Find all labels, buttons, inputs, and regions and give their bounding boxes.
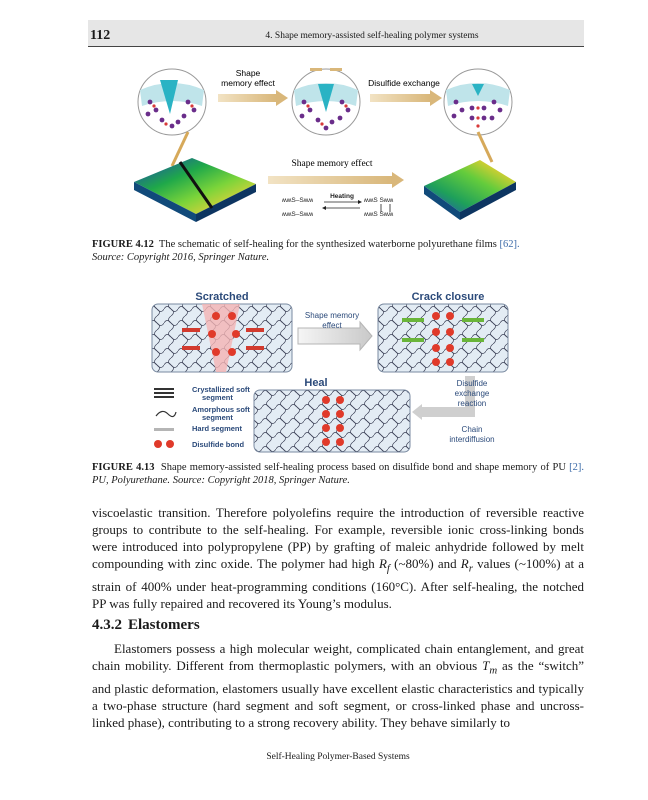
figure-4-13-caption-text: Shape memory-assisted self-healing process based on disulfide bond and shape memory of PU [160,462,566,473]
figure-4-13-ref[interactable]: [2]. [569,462,585,473]
para1-part-a: viscoelastic transition. Therefore polyolefins require the introduction of reversible reactive groups to contribute to the self-healing. For example, reversible ionic cross-linking bonds were introduced into polypropylene (PP) by grafting of maleic anhydride followed by melt compounding with zinc oxide. The polymer had high [92,505,584,571]
symbol-rf-sub: f [386,562,390,575]
figure-4-12-source: Source: Copyright 2016, Springer Nature. [92,252,270,263]
svg-text:Disulfide bond: Disulfide bond [192,440,245,449]
figure-4-12 [132,62,516,228]
figure-4-12-caption [92,238,584,264]
label-chain-interdiffusion: Chain interdiffusion [449,425,495,444]
arrow-shape-memory [218,94,276,102]
afm-surface-healed [424,160,516,220]
svg-text:Amorphous softsegment: Amorphous soft segment [192,405,250,422]
section-heading [92,617,206,634]
arrow-shape-memory-large [268,176,392,184]
svg-text:ʍʍS–Sʍʍ: ʍʍS–Sʍʍ [282,197,314,204]
figure-4-13 [150,288,510,454]
figure-4-12-label: FIGURE 4.12 [92,239,154,250]
schematic-left [138,69,206,135]
symbol-rr: R [460,556,469,571]
body-paragraph-2 [92,640,584,731]
figure-4-13-label: FIGURE 4.13 [92,462,155,473]
page-number: 112 [90,28,111,43]
schematic-right [444,69,512,135]
legend-hard-segment-icon [154,428,174,431]
para1-part-c: values (~100%) at a strain of 400% under heat-programming conditions (160°C). After self-healing, the notched PP was fully repaired and recovered its Young’s modulus. [92,556,585,611]
figure-4-12-ref[interactable]: [62]. [499,239,520,250]
panel-scratched [152,304,292,372]
svg-text:Crystallized softsegment: Crystallized soft segment [192,385,250,402]
legend-amorphous-icon [156,411,176,416]
label-disulfide-exchange: Disulfide exchange [368,78,440,88]
symbol-tm: T [482,658,490,673]
body-paragraph-1 [92,504,584,612]
panel-title-scratched: Scratched [195,291,249,303]
panel-title-crack-closure: Crack closure [411,291,485,303]
svg-text:Hard segment: Hard segment [192,424,243,433]
panel-heal [254,390,410,452]
chain-reaction-scheme [282,193,394,218]
legend [154,385,250,449]
symbol-rf: R [378,556,387,571]
label-heating: Heating [330,193,354,200]
running-title: 4. Shape memory-assisted self-healing polymer systems [265,31,479,41]
label-shape-memory-arrow: Shape memory effect [304,311,360,330]
label-shape-memory-effect-mid: Shape memory effect [291,159,373,169]
svg-text:ʍʍS Sʍʍ: ʍʍS Sʍʍ [364,197,394,204]
legend-disulfide-icon [154,440,174,448]
para1-part-b: (~80%) and [394,556,457,571]
label-shape-memory-effect-top: Shape memory effect [221,68,275,88]
arrow-disulfide-exchange [370,94,430,102]
svg-text:ʍʍS–Sʍʍ: ʍʍS–Sʍʍ [282,211,314,218]
panel-title-heal: Heal [304,377,328,389]
figure-4-13-source: Source: Copyright 2018, Springer Nature. [172,475,350,486]
symbol-rr-sub: r [468,562,473,575]
svg-text:ʍʍS Sʍʍ: ʍʍS Sʍʍ [364,211,394,218]
footer-book-title: Self-Healing Polymer-Based Systems [266,752,410,762]
schematic-middle [292,68,360,135]
figure-4-13-caption-text2: PU, Polyurethane. [92,475,171,486]
section-number: 4.3.2 [92,617,122,633]
para2-part-b: as the “switch” and plastic deformation, elastomers usually have excellent elastic characteristics and typically a two-phase structure (hard segment and soft segment, or cross-linked phase and uncross-linked phase), contributing to a strong recovery ability. They behave similarly to [92,658,584,730]
figure-4-13-caption [92,461,584,487]
label-disulfide-exchange-reaction: Disulfide exchange reaction [454,379,490,408]
section-title: Elastomers [128,617,200,633]
panel-crack-closure [378,304,508,372]
symbol-tm-sub: m [489,664,498,677]
legend-crystallized-icon [154,388,174,398]
afm-surface-scratched [134,158,256,222]
para2-part-a: Elastomers possess a high molecular weight, complicated chain entanglement, and great chain mobility. Different from thermoplastic polymers, with an obvious [92,641,584,673]
figure-4-12-caption-text: The schematic of self-healing for the synthesized waterborne polyurethane films [158,239,497,250]
